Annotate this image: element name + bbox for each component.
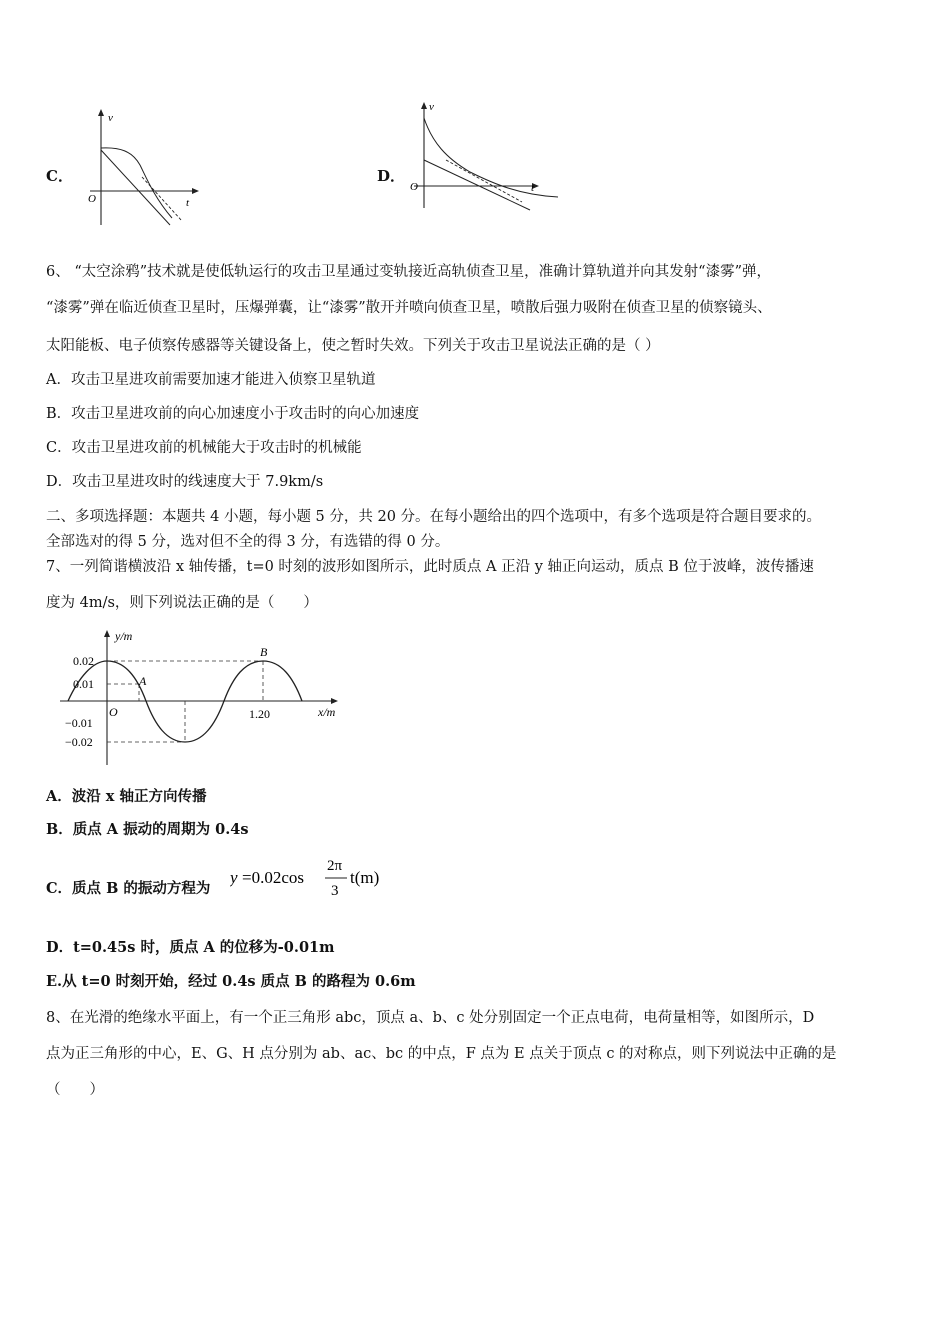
graph-c-v-label: v xyxy=(108,112,113,124)
q6-option-c: C．攻击卫星进攻前的机械能大于攻击时的机械能 xyxy=(46,440,362,456)
q6-option-d: D．攻击卫星进攻时的线速度大于 7.9km/s xyxy=(46,474,324,490)
q8-line-2: 点为正三角形的中心，E、G、H 点分别为 ab、ac、bc 的中点，F 点为 E 点关于顶点 c 的对称点，则下列说法中正确的是 xyxy=(46,1046,837,1062)
formula-eq: =0.02cos xyxy=(242,868,304,887)
graph-c-t-label: t xyxy=(186,197,190,209)
formula-rhs: t(m) xyxy=(350,868,380,887)
graph-c-origin: O xyxy=(88,193,96,205)
wave-tick-002: 0.02 xyxy=(73,654,94,668)
wave-point-b: B xyxy=(260,645,268,659)
q7-option-e: E.从 t=0 时刻开始，经过 0.4s 质点 B 的路程为 0.6m xyxy=(46,973,416,990)
wave-graph xyxy=(55,625,355,770)
q7-option-b: B．质点 A 振动的周期为 0.4s xyxy=(46,821,249,838)
q7-line-1: 7、一列简谐横波沿 x 轴传播，t=0 时刻的波形如图所示，此时质点 A 正沿 y 轴正向运动，质点 B 位于波峰，波传播速 xyxy=(46,559,814,575)
q6-line-1: 6、 “太空涂鸦”技术就是使低轨运行的攻击卫星通过变轨接近高轨侦查卫星，准确计算轨道并向其发射“漆雾”弹， xyxy=(46,264,771,280)
wave-tick-x: 1.20 xyxy=(249,707,270,721)
q7-formula xyxy=(230,854,390,904)
q6-option-a: A．攻击卫星进攻前需要加速才能进入侦察卫星轨道 xyxy=(46,372,376,388)
section2-line-1: 二、多项选择题：本题共 4 小题，每小题 5 分，共 20 分。在每小题给出的四个选项中，有多个选项是符合题目要求的。 xyxy=(46,509,822,525)
graph-d-v-label: v xyxy=(429,101,434,113)
graph-d xyxy=(400,96,565,211)
graph-c xyxy=(80,105,210,230)
q7-option-d: D．t=0.45s 时，质点 A 的位移为-0.01m xyxy=(46,939,335,956)
formula-num: 2π xyxy=(327,858,343,874)
formula-den: 3 xyxy=(331,883,339,899)
formula-lhs: y xyxy=(230,868,238,887)
graph-d-t-label: t xyxy=(531,182,535,194)
q6-line-3: 太阳能板、电子侦察传感器等关键设备上，使之暂时失效。下列关于攻击卫星说法正确的是（ ） xyxy=(46,338,660,354)
wave-origin: O xyxy=(109,705,118,719)
wave-xlabel: x/m xyxy=(318,705,336,719)
wave-point-a: A xyxy=(139,674,147,688)
wave-tick-neg001: −0.01 xyxy=(65,716,93,730)
graph-d-origin: O xyxy=(410,181,418,193)
q7-line-2: 度为 4m/s，则下列说法正确的是（ ） xyxy=(46,595,318,611)
q8-line-1: 8、在光滑的绝缘水平面上，有一个正三角形 abc，顶点 a、b、c 处分别固定一个正点电荷，电荷量相等，如图所示，D xyxy=(46,1010,815,1026)
graph-c-label: C． xyxy=(46,167,73,185)
wave-ylabel: y/m xyxy=(115,629,133,643)
q8-line-3: （ ） xyxy=(46,1082,104,1098)
wave-tick-001: 0.01 xyxy=(73,677,94,691)
q6-line-2: “漆雾”弹在临近侦查卫星时，压爆弹囊，让“漆雾”散开并喷向侦查卫星，喷散后强力吸附在侦查卫星的侦察镜头、 xyxy=(46,300,772,316)
q7-option-a: A．波沿 x 轴正方向传播 xyxy=(46,788,207,805)
q7-option-c: C．质点 B 的振动方程为 xyxy=(46,880,211,897)
q6-option-b: B．攻击卫星进攻前的向心加速度小于攻击时的向心加速度 xyxy=(46,406,420,422)
wave-tick-neg002: −0.02 xyxy=(65,735,93,749)
section2-line-2: 全部选对的得 5 分，选对但不全的得 3 分，有选错的得 0 分。 xyxy=(46,534,450,550)
graph-d-label: D． xyxy=(377,167,406,185)
